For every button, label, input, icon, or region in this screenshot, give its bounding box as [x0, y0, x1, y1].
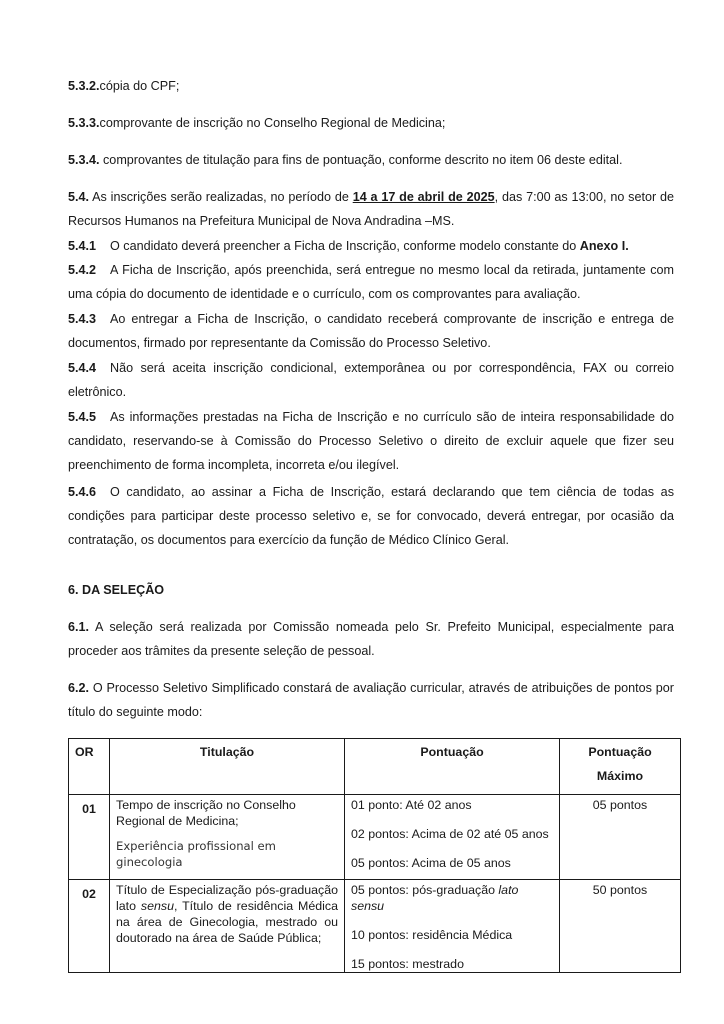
titulacao-part: Título de Especialização pós-graduação lato — [116, 883, 338, 913]
table-row — [69, 795, 681, 880]
item-text: Não será aceita inscrição condicional, extemporânea ou por correspondência, FAX ou correio eletrônico. — [68, 361, 674, 399]
item-text: comprovantes de titulação para fins de pontuação, conforme descrito no item 06 deste edital. — [99, 153, 623, 167]
item-5-4-5 — [68, 405, 674, 477]
item-number: 5.4.6 — [68, 485, 97, 499]
item-number: 5.4.3 — [68, 312, 97, 326]
titulacao-text: Tempo de inscrição no Conselho Regional de Medicina; — [116, 798, 296, 828]
item-number: 5.4. — [68, 190, 90, 204]
item-6-1 — [68, 615, 674, 663]
item-number: 5.3.2. — [68, 79, 100, 93]
row-pontuacao — [345, 795, 560, 880]
annex-reference: Anexo I. — [579, 239, 629, 253]
item-text: A seleção será realizada por Comissão nomeada pelo Sr. Prefeito Municipal, especialmente para proceder aos trâmites da presente seleção de pessoal. — [68, 620, 674, 658]
item-5-4-1 — [68, 234, 674, 258]
titulacao-text — [116, 882, 338, 946]
item-5-4-6 — [68, 480, 674, 552]
item-number: 5.4.5 — [68, 410, 97, 424]
header-pontuacao: Pontuação — [345, 739, 560, 795]
item-number: 6.1. — [68, 620, 90, 634]
score-line: 01 ponto: Até 02 anos — [351, 798, 472, 812]
item-number: 5.4.2 — [68, 263, 97, 277]
item-text: As informações prestadas na Ficha de Inscrição e no currículo são de inteira responsabilidade do candidato, reservando-se à Comissão do Processo Seletivo o direito de excluir aquele que fizer seu preenchimento de forma incompleta, incorreta e/ou ilegível. — [68, 410, 674, 472]
row-maximo: 05 pontos — [560, 795, 681, 880]
scoring-table — [68, 738, 681, 973]
titulacao-part: , Título de residência Médica na área de Ginecologia, mestrado ou doutorado na área de Saúde Pública; — [116, 899, 338, 945]
header-or: OR — [69, 739, 110, 795]
item-text: O candidato deverá preencher a Ficha de Inscrição, conforme modelo constante do — [110, 239, 580, 253]
score-line — [351, 882, 553, 914]
item-5-3-2 — [68, 74, 674, 98]
item-text: O candidato, ao assinar a Ficha de Inscrição, estará declarando que tem ciência de todas as condições para participar deste processo seletivo e, se for convocado, deverá entregar, por ocasião da contratação, os documentos para exercício da função de Médico Clínico Geral. — [68, 485, 674, 547]
item-text: cópia do CPF; — [99, 79, 180, 93]
item-5-4 — [68, 185, 674, 233]
item-5-4-3 — [68, 307, 674, 355]
item-number: 5.3.4. — [68, 153, 100, 167]
item-text: As inscrições serão realizadas, no período de — [89, 190, 353, 204]
row-titulacao — [110, 795, 345, 880]
score-line: 15 pontos: mestrado — [351, 957, 464, 971]
header-titulacao: Titulação — [110, 739, 345, 795]
item-number: 6.2. — [68, 681, 90, 695]
item-5-4-2 — [68, 258, 674, 306]
score-text: 05 pontos: pós-graduação — [351, 883, 499, 897]
item-text: O Processo Seletivo Simplificado constará de avaliação curricular, através de atribuições de pontos por título do seguinte modo: — [68, 681, 674, 719]
item-6-2 — [68, 676, 674, 724]
item-5-3-3 — [68, 111, 674, 135]
header-line: Máximo — [596, 769, 644, 783]
table-row — [69, 880, 681, 973]
item-5-4-4 — [68, 356, 674, 404]
section-6-heading: 6. DA SELEÇÃO — [68, 583, 165, 597]
item-text: Ao entregar a Ficha de Inscrição, o candidato receberá comprovante de inscrição e entrega de documentos, firmado por representante da Comissão do Processo Seletivo. — [68, 312, 674, 350]
score-line: 02 pontos: Acima de 02 até 05 anos — [351, 827, 549, 841]
item-text: , das 7:00 as 13:00, no setor de Recursos Humanos na Prefeitura Municipal de Nova Andradina –MS. — [68, 190, 674, 228]
item-5-3-4 — [68, 148, 674, 172]
item-number: 5.4.1 — [68, 239, 97, 253]
score-line: 05 pontos: Acima de 05 anos — [351, 856, 511, 870]
titulacao-italic: sensu — [140, 899, 174, 913]
item-text: comprovante de inscrição no Conselho Regional de Medicina; — [99, 116, 446, 130]
item-number: 5.3.3. — [68, 116, 100, 130]
table-header-row — [69, 739, 681, 795]
row-maximo: 50 pontos — [560, 880, 681, 973]
header-line: Pontuação — [588, 745, 652, 759]
row-pontuacao — [345, 880, 560, 973]
row-number: 02 — [69, 880, 110, 973]
registration-dates: 14 a 17 de abril de 2025 — [352, 190, 495, 204]
score-line: 10 pontos: residência Médica — [351, 928, 513, 942]
row-number: 01 — [69, 795, 110, 880]
score-italic: lato sensu — [351, 883, 519, 913]
titulacao-extra: Experiência profissional em ginecologia — [116, 839, 276, 869]
item-text: A Ficha de Inscrição, após preenchida, será entregue no mesmo local da retirada, juntamente com uma cópia do documento de identidade e o currículo, com os comprovantes para avaliação. — [68, 263, 674, 301]
header-pontuacao-maximo — [560, 739, 681, 795]
row-titulacao — [110, 880, 345, 973]
item-number: 5.4.4 — [68, 361, 97, 375]
